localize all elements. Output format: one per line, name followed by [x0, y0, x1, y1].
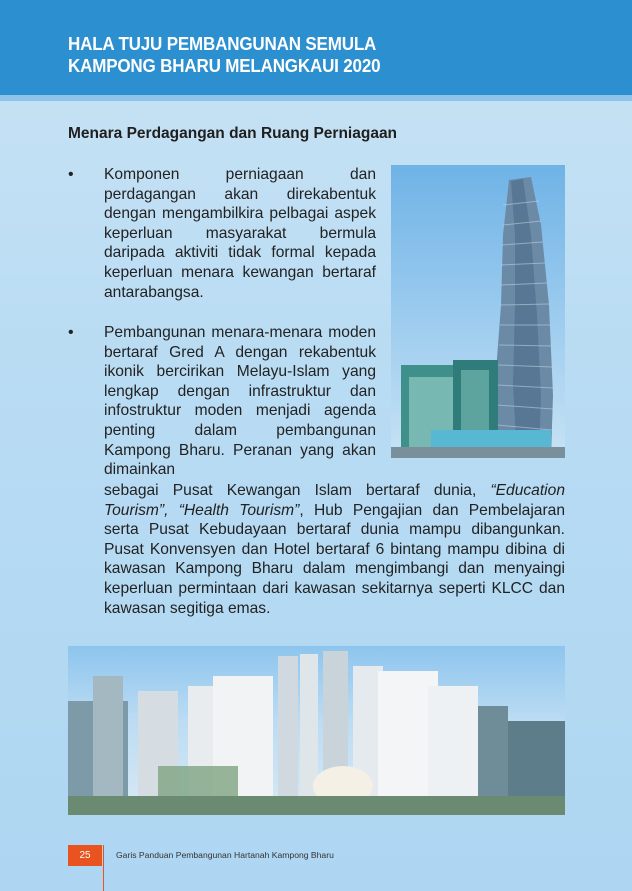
skyline-building	[428, 686, 478, 815]
bullet-paragraph-1: Komponen perniagaan dan perdagangan akan direkabentuk dengan mengambilkira pelbagai aspek keperluan masyarakat bermula daripada aktiviti tidak formal kepada keperluan menara kewangan bertaraf antarabangsa.	[104, 166, 376, 301]
bullet-paragraph-2: Pembangunan menara-menara moden bertaraf Gred A dengan rekabentuk ikonik bercirikan Melayu-Islam yang lengkap dengan infrastruktur dan infostruktur moden menjadi agenda penting dalam pembangunan Kampong Bharu. Peranan yang akan dimainkan	[104, 324, 376, 479]
bullet-paragraph-2-continued	[104, 481, 565, 618]
ground-greenery	[68, 796, 565, 815]
ground	[391, 447, 565, 458]
p3-italic-terms: “Education Tourism”, “Health Tourism”	[104, 482, 565, 519]
skyline-building	[93, 676, 123, 815]
header-title-line1: HALA TUJU PEMBANGUNAN SEMULA	[68, 33, 377, 54]
twisted-tower-rendering	[391, 165, 565, 458]
park-area	[158, 766, 238, 796]
section-title: Menara Perdagangan dan Ruang Perniagaan	[68, 125, 398, 142]
footer-divider	[103, 845, 104, 891]
page-header	[0, 0, 632, 95]
header-divider	[0, 95, 632, 101]
skyline-building	[278, 656, 298, 815]
tower-illustration	[391, 165, 565, 458]
kampong-bharu-skyline-rendering	[68, 646, 565, 815]
footer-document-title: Garis Panduan Pembangunan Hartanah Kampong Bharu	[116, 850, 334, 860]
page-number-badge: 25	[68, 845, 102, 866]
header-title	[68, 33, 380, 77]
p3-text-start: sebagai Pusat Kewangan Islam bertaraf dunia,	[104, 482, 491, 499]
bullet-icon: •	[68, 324, 74, 341]
p3-text-end: , Hub Pengajian dan Pembelajaran serta Pusat Kebudayaan bertaraf dunia mampu dibangunkan. Pusat Konvensyen dan Hotel bertaraf 6 bintang mampu dibina di kawasan Kampong Bharu dalam mengimbangi dan menyaingi keperluan permintaan dari kawasan sekitarnya seperti KLCC dan kawasan segitiga emas.	[104, 501, 566, 617]
header-title-line2: KAMPONG BHARU MELANGKAUI 2020	[68, 55, 381, 76]
bullet-icon: •	[68, 166, 74, 183]
skyline-illustration	[68, 646, 565, 815]
